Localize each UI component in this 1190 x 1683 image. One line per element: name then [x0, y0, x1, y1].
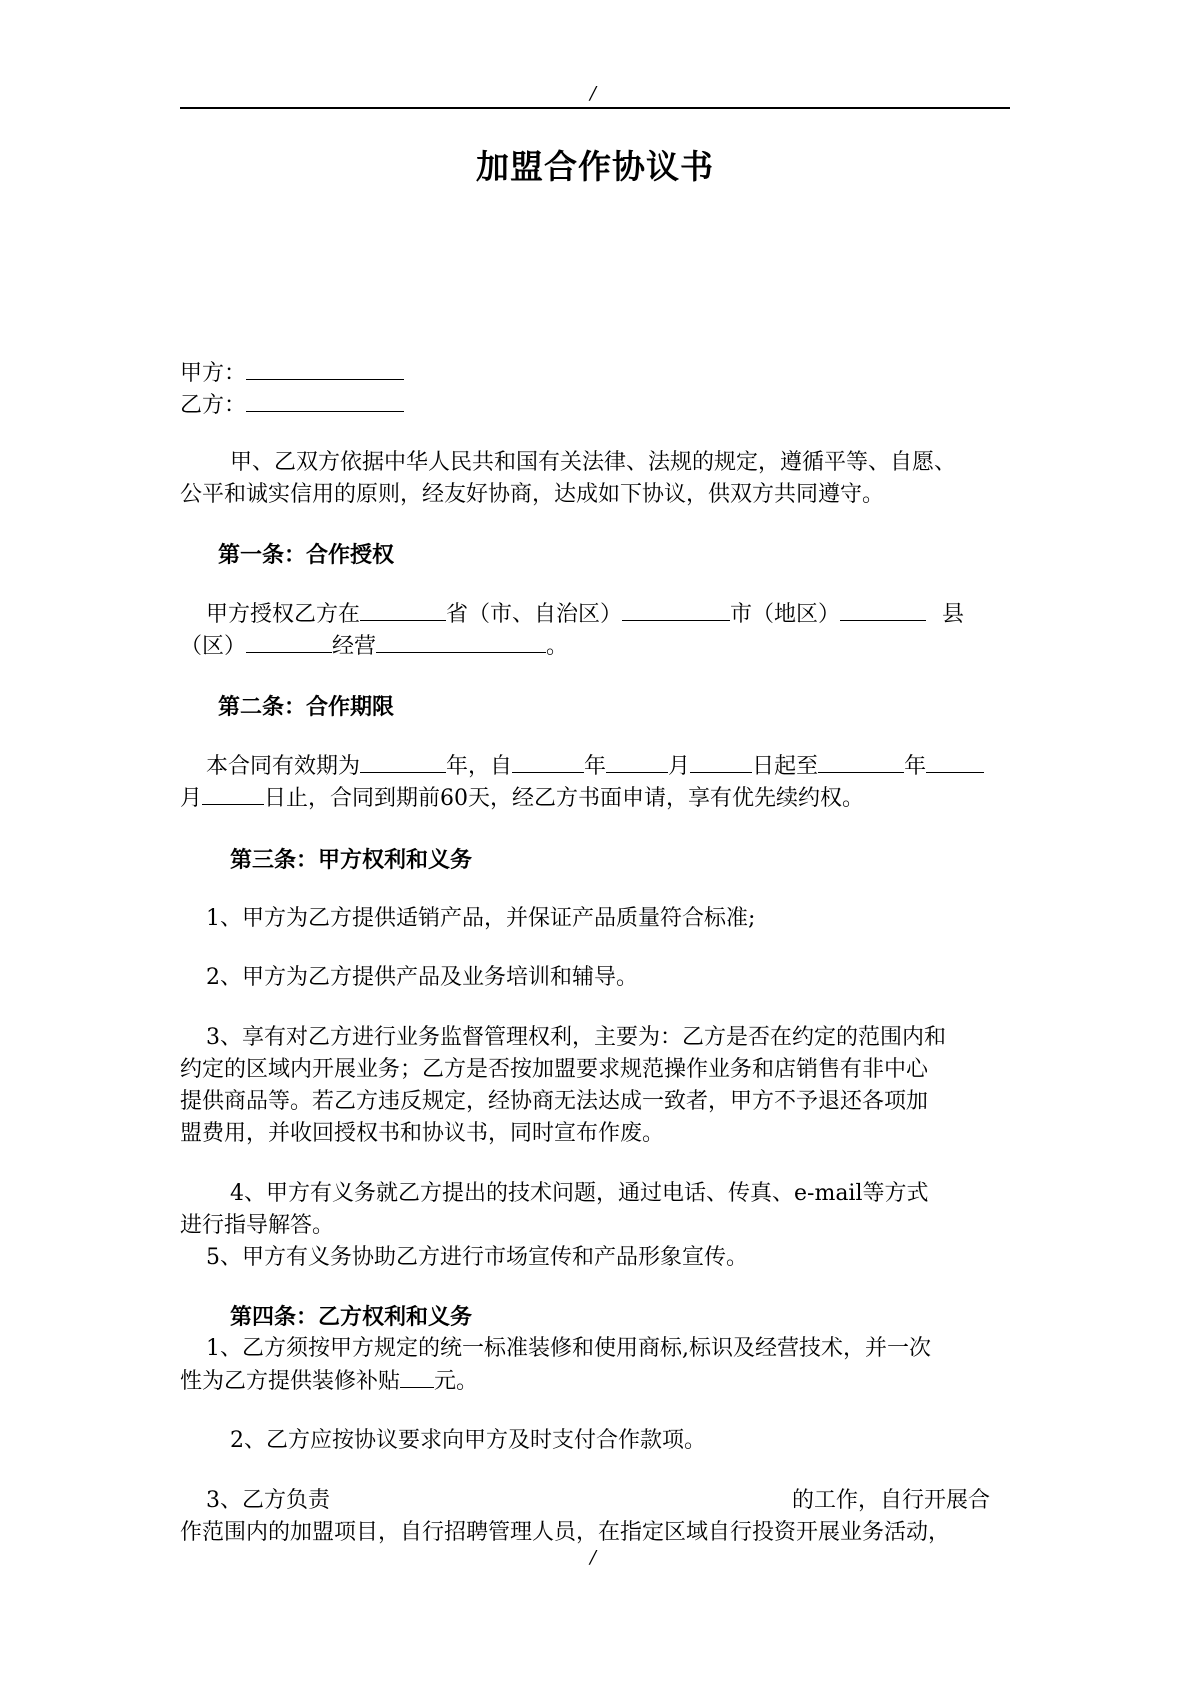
page-header-mark: / — [590, 83, 597, 104]
article3-item-1: 1、甲方为乙方提供适销产品，并保证产品质量符合标准; — [206, 906, 756, 931]
end-month-blank — [926, 750, 984, 773]
article4-item-3-line-1: 3、乙方负责 的工作，自行开展合 — [206, 1488, 991, 1513]
article4-item-1-line-1: 1、乙方须按甲方规定的统一标准装修和使用商标,标识及经营技术，并一次 — [206, 1336, 931, 1361]
article4-item-2: 2、乙方应按协议要求向甲方及时支付合作款项。 — [230, 1428, 706, 1453]
article3-item-3-line-1: 3、享有对乙方进行业务监督管理权利，主要为：乙方是否在约定的范围内和 — [206, 1025, 946, 1050]
start-day-blank — [690, 750, 752, 773]
article3-item-3-line-3: 提供商品等。若乙方违反规定，经协商无法达成一致者，甲方不予退还各项加 — [180, 1089, 929, 1114]
article1-line-1: 甲方授权乙方在 省（市、自治区） 市（地区） 县 — [206, 598, 964, 631]
article3-item-3-line-4: 盟费用，并收回授权书和协议书，同时宣布作废。 — [180, 1121, 665, 1146]
province-blank — [360, 598, 446, 621]
header-rule — [180, 107, 1010, 109]
article3-item-4-line-2: 进行指导解答。 — [180, 1213, 335, 1238]
article2-line-2: 月 日止，合同到期前60天，经乙方书面申请，享有优先续约权。 — [180, 782, 864, 815]
business-scope-blank — [376, 630, 546, 653]
preamble-line-1: 甲、乙双方依据中华人民共和国有关法律、法规的规定，遵循平等、自愿、 — [230, 450, 957, 475]
article4-heading: 第四条：乙方权利和义务 — [230, 1304, 473, 1330]
term-years-blank — [360, 750, 446, 773]
start-year-blank — [512, 750, 584, 773]
article2-heading: 第二条：合作期限 — [218, 694, 395, 720]
party-a-label: 甲方： — [180, 361, 247, 386]
preamble-line-2: 公平和诚实信用的原则，经友好协商，达成如下协议，供双方共同遵守。 — [180, 482, 885, 507]
party-a-line — [180, 357, 404, 390]
party-a-blank — [246, 357, 404, 380]
article2-line-1: 本合同有效期为 年，自 年 月 日起至 年 — [206, 750, 984, 783]
city-blank — [622, 598, 730, 621]
article1-heading: 第一条：合作授权 — [218, 542, 395, 568]
end-day-blank — [202, 782, 264, 805]
article3-item-4-line-1: 4、甲方有义务就乙方提出的技术问题，通过电话、传真、e-mail等方式 — [230, 1181, 929, 1206]
county-blank — [840, 598, 926, 621]
subsidy-amount-blank — [400, 1365, 434, 1388]
article4-item-1-line-2: 性为乙方提供装修补贴 元。 — [180, 1365, 478, 1398]
page-footer-mark: / — [590, 1547, 597, 1568]
end-year-blank — [818, 750, 904, 773]
article3-heading: 第三条：甲方权利和义务 — [230, 847, 473, 873]
party-b-blank — [246, 389, 404, 412]
article1-line-2: （区） 经营 。 — [180, 630, 568, 663]
start-month-blank — [606, 750, 668, 773]
district-blank — [246, 630, 332, 653]
article3-item-3-line-2: 约定的区域内开展业务；乙方是否按加盟要求规范操作业务和店销售有非中心 — [180, 1057, 929, 1082]
party-b-label: 乙方： — [180, 393, 247, 418]
party-b-line — [180, 389, 404, 422]
article3-item-2: 2、甲方为乙方提供产品及业务培训和辅导。 — [206, 965, 638, 990]
document-title: 加盟合作协议书 — [476, 147, 714, 186]
article4-item-3-line-2: 作范围内的加盟项目，自行招聘管理人员，在指定区域自行投资开展业务活动， — [180, 1520, 951, 1545]
article3-item-5: 5、甲方有义务协助乙方进行市场宣传和产品形象宣传。 — [206, 1245, 748, 1270]
